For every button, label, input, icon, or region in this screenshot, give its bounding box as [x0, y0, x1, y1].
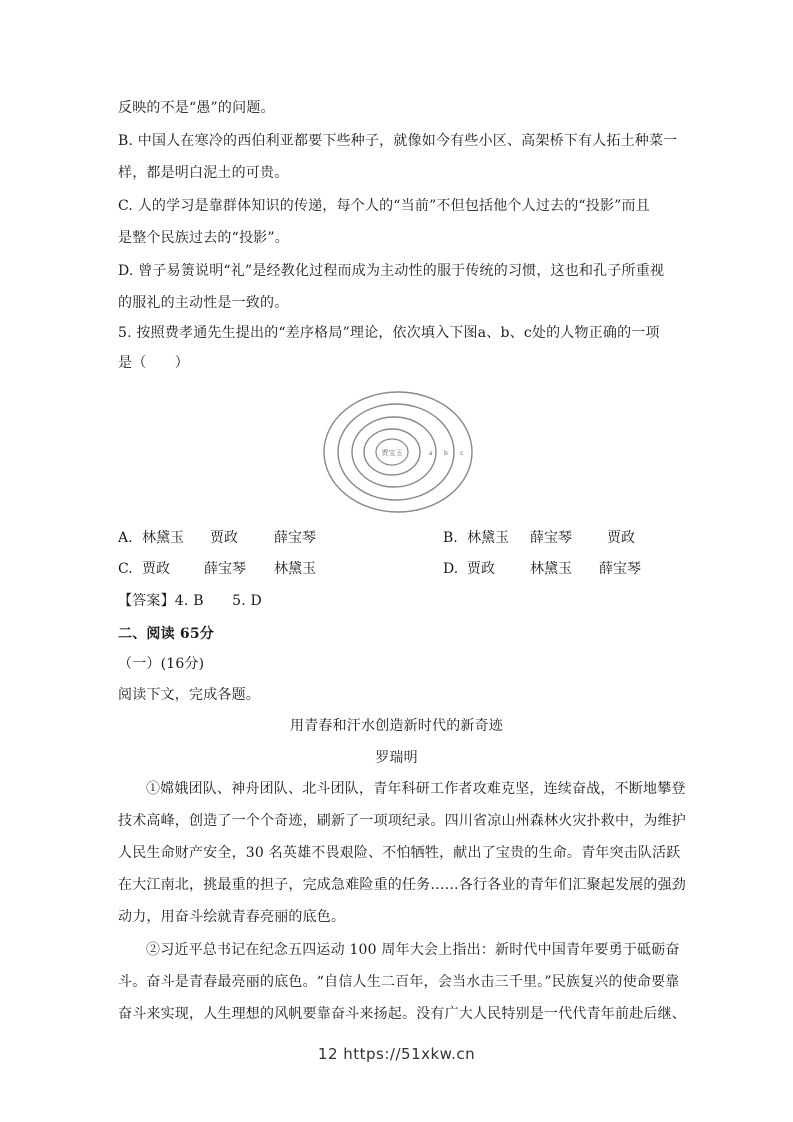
option-c-letter: C. [118, 561, 133, 577]
subsection-heading: （一）(16分) [118, 656, 205, 672]
option-d-item-1: 贾政 [467, 561, 495, 577]
option-a-item-3: 薛宝琴 [274, 530, 316, 546]
option-b-item-2: 薛宝琴 [530, 530, 572, 546]
paragraph-1-line: 动力，用奋斗绘就青春亮丽的底色。 [118, 909, 346, 925]
section-heading: 二、阅读 65分 [118, 626, 214, 642]
text-line: 样，都是明白泥土的可贵。 [118, 165, 289, 181]
paragraph-2-line: 斗。奋斗是青春最亮丽的底色。“自信人生二百年，会当水击三千里。”民族复兴的使命要靠 [118, 974, 680, 990]
question-5-cont: 是（ ） [118, 355, 189, 371]
option-c-text: C. 人的学习是靠群体知识的传递，每个人的“当前”不但包括他个人过去的“投影”而且 [118, 198, 650, 214]
option-c-item-3: 林黛玉 [274, 561, 316, 577]
text-line: 是整个民族过去的“投影”。 [118, 230, 289, 246]
option-c-item-1: 贾政 [142, 561, 170, 577]
option-d-item-3: 薛宝琴 [599, 561, 641, 577]
option-b-text: B. 中国人在寒冷的西伯利亚都要下些种子，就像如今有些小区、高架桥下有人拓土种菜一 [118, 133, 678, 149]
answer-line: 【答案】4. B 5. D [118, 593, 262, 609]
option-b-letter: B. [443, 530, 458, 546]
paragraph-1-line: ①嫦娥团队、神舟团队、北斗团队，青年科研工作者攻难克坚，连续奋战，不断地攀登 [146, 781, 686, 797]
concentric-circles-diagram [322, 388, 478, 518]
text-line: 反映的不是“愚”的问题。 [118, 100, 275, 116]
option-d-item-2: 林黛玉 [530, 561, 572, 577]
paragraph-1-line: 在大江南北，挑最重的担子，完成急难险重的任务……各行各业的青年们汇聚起发展的强劲 [118, 877, 686, 893]
label-b: b [444, 450, 448, 457]
center-label: 贾宝玉 [381, 449, 403, 457]
paragraph-1-line: 技术高峰，创造了一个个奇迹，刷新了一项项纪录。四川省凉山州森林火灾扑救中，为维护 [118, 813, 686, 829]
option-b-item-1: 林黛玉 [467, 530, 509, 546]
option-d-letter: D. [443, 561, 459, 577]
option-c-item-2: 薛宝琴 [204, 561, 246, 577]
text-line: 的服礼的主动性是一致的。 [118, 295, 289, 311]
label-a: a [429, 450, 433, 457]
label-c: c [460, 450, 464, 457]
option-b-item-3: 贾政 [607, 530, 635, 546]
paragraph-2-line: 奋斗来实现，人生理想的风帆要靠奋斗来扬起。没有广大人民特别是一代代青年前赴后继、 [118, 1006, 686, 1022]
option-d-text: D. 曾子易箦说明“礼”是经教化过程而成为主动性的服于传统的习惯，这也和孔子所重视 [118, 263, 665, 279]
option-a-item-2: 贾政 [210, 530, 238, 546]
question-5: 5. 按照费孝通先生提出的“差序格局”理论，依次填入下图a、b、c处的人物正确的一项 [118, 325, 660, 341]
option-a-letter: A. [118, 530, 133, 546]
article-author: 罗瑞明 [375, 750, 418, 766]
option-a-item-1: 林黛玉 [142, 530, 184, 546]
page-footer: 12 https://51xkw.cn [317, 1045, 476, 1063]
reading-instruction: 阅读下文，完成各题。 [118, 687, 260, 703]
article-title: 用青春和汗水创造新时代的新奇迹 [290, 718, 503, 734]
paragraph-2-line: ②习近平总书记在纪念五四运动 100 周年大会上指出：新时代中国青年要勇于砥砺奋 [146, 942, 680, 958]
paragraph-1-line: 人民生命财产安全，30 名英雄不畏艰险、不怕牺牲，献出了宝贵的生命。青年突击队活跃 [118, 845, 681, 861]
